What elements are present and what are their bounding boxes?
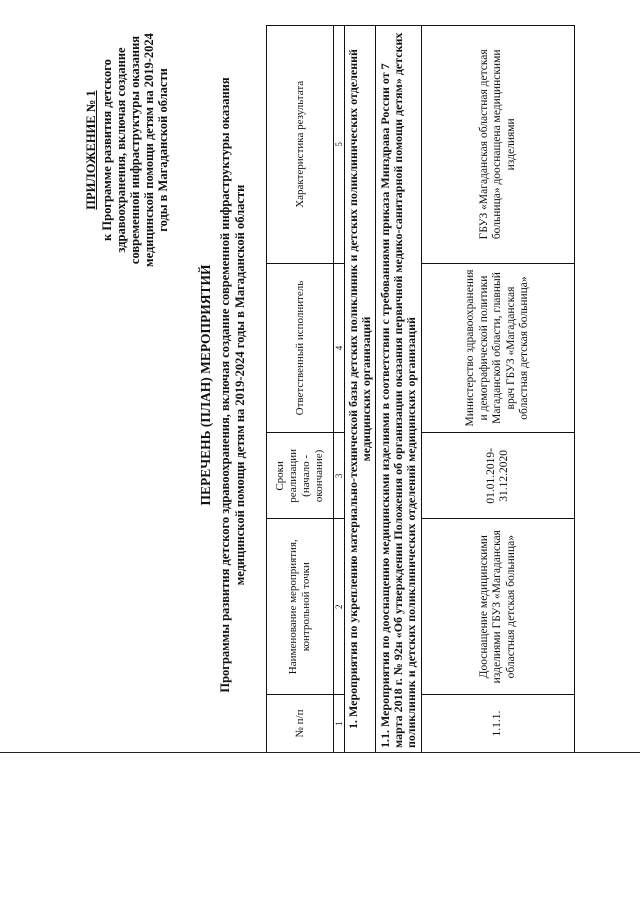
row-name: Дооснащение медицинскими изделиями ГБУЗ «Магаданская областная детская больница» xyxy=(422,519,575,695)
document-subtitle xyxy=(218,25,248,745)
appendix-heading: ПРИЛОЖЕНИЕ № 1 xyxy=(84,90,98,210)
column-number: 5 xyxy=(334,26,345,264)
appendix-line: здравоохранения, включая создание xyxy=(114,47,128,253)
subtitle-line: Программы развития детского здравоохранения, включая создание современной инфраструктуры оказания xyxy=(218,77,232,693)
section-1-title: 1. Мероприятия по укреплению материально-технической базы детских поликлиник и детских поликлинических отделений медицинских организаций xyxy=(345,26,376,753)
appendix-line: годы в Магаданской области xyxy=(156,68,170,232)
column-number: 2 xyxy=(334,519,345,695)
appendix-block xyxy=(84,25,170,275)
column-number-row xyxy=(334,26,345,753)
header-result: Характеристика результата xyxy=(267,26,334,264)
table-header-row xyxy=(267,26,334,753)
section-row xyxy=(345,26,376,753)
page-content xyxy=(0,15,640,755)
row-executor: Министерство здравоохранения и демографической политики Магаданской области, главный врач ГБУЗ «Магаданская областная детская больница» xyxy=(422,263,575,433)
row-result: ГБУЗ «Магаданская областная детская больница» дооснащена медицинскими изделиями xyxy=(422,26,575,264)
appendix-line: современной инфраструктуры оказания xyxy=(128,35,142,265)
appendix-line: к Программе развития детского xyxy=(100,59,114,241)
table-row xyxy=(422,26,575,753)
column-number: 3 xyxy=(334,433,345,519)
header-period: Сроки реализации (начало - окончание) xyxy=(267,433,334,519)
header-num: № п/п xyxy=(267,695,334,753)
subsection-1-1-title: 1.1. Мероприятия по дооснащению медицинскими изделиями в соответствии с требованиями приказа Минздрава России от 7 марта 2018 г. № 92н «Об утверждении Положения об организации оказания первичной медико-санитарной помощи детям» детских поликлиник и детских поликлинических отделений медицинских организаций xyxy=(376,26,422,753)
header-executor: Ответственный исполнитель xyxy=(267,263,334,433)
page-divider-line xyxy=(0,752,640,753)
plan-table xyxy=(266,25,575,753)
column-number: 4 xyxy=(334,263,345,433)
column-number: 1 xyxy=(334,695,345,753)
row-num: 1.1.1. xyxy=(422,695,575,753)
header-name: Наименование мероприятия, контрольной точки xyxy=(267,519,334,695)
appendix-line: медицинской помощи детям на 2019-2024 xyxy=(142,33,156,267)
row-period: 01.01.2019-31.12.2020 xyxy=(422,433,575,519)
document-title: ПЕРЕЧЕНЬ (ПЛАН) МЕРОПРИЯТИЙ xyxy=(198,264,213,506)
subsection-row xyxy=(376,26,422,753)
subtitle-line: медицинской помощи детям на 2019-2024 годы в Магаданской области xyxy=(233,184,247,586)
